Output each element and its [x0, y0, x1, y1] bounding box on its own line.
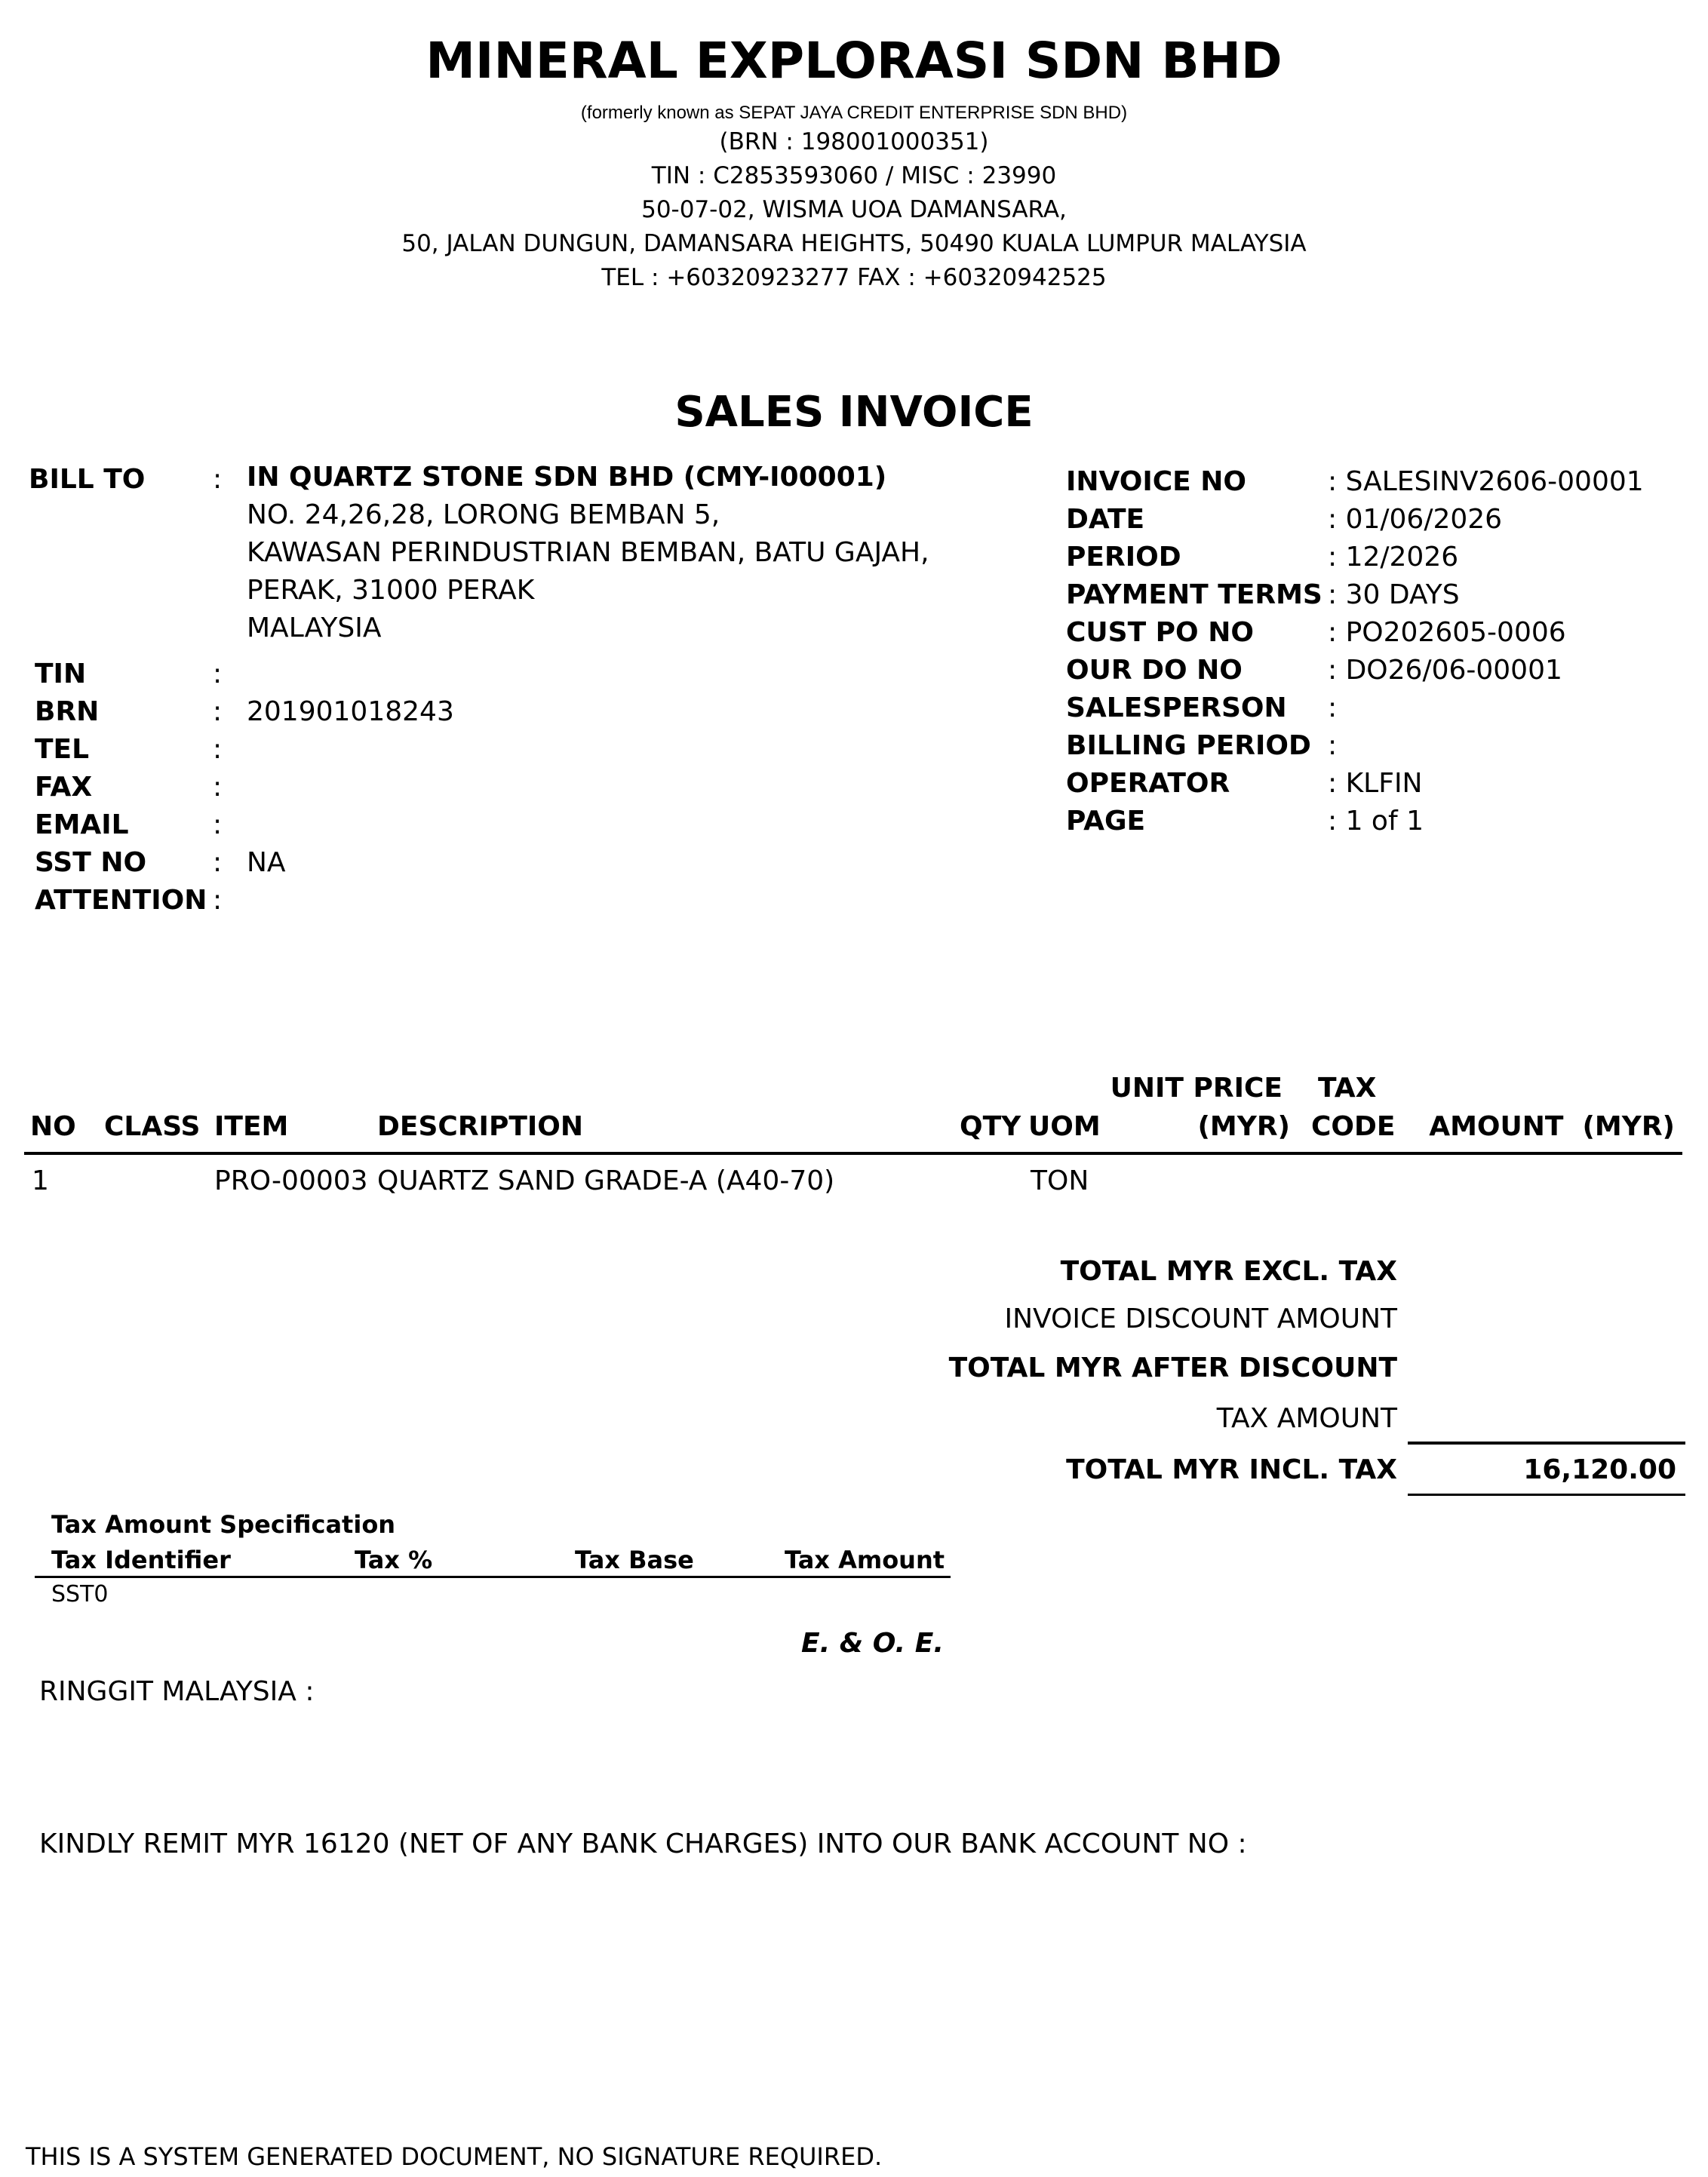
- company-address-line-1: 50-07-02, WISMA UOA DAMANSARA,: [641, 196, 1067, 223]
- fax-label: FAX: [35, 772, 93, 803]
- operator-label: OPERATOR: [1066, 768, 1230, 799]
- document-title: SALES INVOICE: [674, 388, 1034, 437]
- bill-to-label: BILL TO: [29, 464, 146, 495]
- sst-no-value: NA: [247, 847, 286, 878]
- row-uom: TON: [1031, 1165, 1089, 1196]
- field-colon: :: [213, 659, 223, 689]
- tax-spec-title: Tax Amount Specification: [51, 1510, 396, 1539]
- company-brn: (BRN : 198001000351): [719, 128, 989, 155]
- col-header-unit-price-currency: (MYR): [1197, 1111, 1290, 1142]
- billing-period-label: BILLING PERIOD: [1066, 730, 1311, 761]
- total-incl-tax-label: TOTAL MYR INCL. TAX: [1066, 1454, 1397, 1485]
- period-value: : 12/2026: [1328, 542, 1459, 573]
- field-colon: :: [213, 772, 223, 803]
- operator-value: : KLFIN: [1328, 768, 1423, 799]
- eoe-note: E. & O. E.: [801, 1628, 945, 1659]
- tax-spec-header-percent: Tax %: [355, 1546, 433, 1574]
- cust-po-no-value: : PO202605-0006: [1328, 617, 1566, 648]
- tax-spec-header-base: Tax Base: [575, 1546, 694, 1574]
- payment-terms-label: PAYMENT TERMS: [1066, 579, 1322, 610]
- page-value: : 1 of 1: [1328, 806, 1424, 837]
- field-colon: :: [213, 847, 223, 878]
- tax-spec-header-identifier: Tax Identifier: [51, 1546, 231, 1574]
- salesperson-label: SALESPERSON: [1066, 692, 1287, 723]
- tax-spec-rule: [35, 1576, 951, 1578]
- col-header-qty: QTY: [960, 1111, 1021, 1142]
- tax-spec-header-amount: Tax Amount: [785, 1546, 945, 1574]
- company-address-line-2: 50, JALAN DUNGUN, DAMANSARA HEIGHTS, 50490 KUALA LUMPUR MALAYSIA: [401, 230, 1307, 257]
- cust-po-no-label: CUST PO NO: [1066, 617, 1254, 648]
- brn-value: 201901018243: [247, 696, 454, 727]
- brn-label: BRN: [35, 696, 100, 727]
- col-header-item: ITEM: [214, 1111, 289, 1142]
- col-header-no: NO: [30, 1111, 76, 1142]
- date-label: DATE: [1066, 504, 1145, 535]
- bill-to-address-line: NO. 24,26,28, LORONG BEMBAN 5,: [247, 499, 720, 530]
- col-header-uom: UOM: [1028, 1111, 1101, 1142]
- col-header-amount: AMOUNT (MYR): [1429, 1111, 1675, 1142]
- col-header-tax-code: TAX: [1318, 1073, 1377, 1104]
- company-tel-fax: TEL : +60320923277 FAX : +60320942525: [601, 264, 1107, 291]
- salesperson-value: :: [1328, 692, 1338, 723]
- tax-amount-label: TAX AMOUNT: [1216, 1403, 1397, 1434]
- bill-to-address-line: PERAK, 31000 PERAK: [247, 575, 535, 606]
- field-colon: :: [213, 696, 223, 727]
- table-header-rule: [24, 1152, 1682, 1155]
- col-header-description: DESCRIPTION: [377, 1111, 584, 1142]
- total-after-discount-label: TOTAL MYR AFTER DISCOUNT: [948, 1353, 1397, 1383]
- invoice-no-value: : SALESINV2606-00001: [1328, 466, 1644, 497]
- bill-to-colon: :: [213, 464, 223, 495]
- col-header-class: CLASS: [104, 1111, 201, 1142]
- bill-to-address-line: MALAYSIA: [247, 613, 382, 643]
- invoice-discount-label: INVOICE DISCOUNT AMOUNT: [1004, 1303, 1397, 1334]
- sst-no-label: SST NO: [35, 847, 147, 878]
- bill-to-customer-name: IN QUARTZ STONE SDN BHD (CMY-I00001): [247, 462, 887, 493]
- page-label: PAGE: [1066, 806, 1146, 837]
- system-generated-note: THIS IS A SYSTEM GENERATED DOCUMENT, NO SIGNATURE REQUIRED.: [26, 2142, 883, 2171]
- company-name: MINERAL EXPLORASI SDN BHD: [425, 32, 1283, 90]
- tax-spec-identifier: SST0: [51, 1581, 109, 1607]
- tel-label: TEL: [35, 734, 90, 765]
- ringgit-malaysia-label: RINGGIT MALAYSIA :: [39, 1676, 315, 1707]
- totals-upper-rule: [1408, 1442, 1685, 1445]
- total-incl-tax-value: 16,120.00: [1523, 1454, 1676, 1485]
- totals-lower-rule: [1408, 1494, 1685, 1496]
- row-no: 1: [32, 1165, 49, 1196]
- field-colon: :: [213, 734, 223, 765]
- bill-to-address-line: KAWASAN PERINDUSTRIAN BEMBAN, BATU GAJAH,: [247, 537, 929, 568]
- field-colon: :: [213, 885, 223, 916]
- company-tin-misc: TIN : C2853593060 / MISC : 23990: [651, 162, 1057, 189]
- remit-instruction: KINDLY REMIT MYR 16120 (NET OF ANY BANK CHARGES) INTO OUR BANK ACCOUNT NO :: [39, 1828, 1247, 1859]
- col-header-unit-price: UNIT PRICE: [1110, 1073, 1283, 1104]
- our-do-no-label: OUR DO NO: [1066, 655, 1243, 686]
- total-excl-tax-label: TOTAL MYR EXCL. TAX: [1060, 1256, 1397, 1287]
- row-item: PRO-00003: [214, 1165, 368, 1196]
- date-value: : 01/06/2026: [1328, 504, 1503, 535]
- our-do-no-value: : DO26/06-00001: [1328, 655, 1562, 686]
- field-colon: :: [213, 809, 223, 840]
- col-header-tax-code-line-2: CODE: [1311, 1111, 1396, 1142]
- tin-label: TIN: [35, 659, 87, 689]
- period-label: PERIOD: [1066, 542, 1181, 573]
- attention-label: ATTENTION: [35, 885, 207, 916]
- invoice-no-label: INVOICE NO: [1066, 466, 1247, 497]
- row-description: QUARTZ SAND GRADE-A (A40-70): [377, 1165, 835, 1196]
- payment-terms-value: : 30 DAYS: [1328, 579, 1460, 610]
- company-former-name: (formerly known as SEPAT JAYA CREDIT ENTERPRISE SDN BHD): [580, 103, 1128, 123]
- email-label: EMAIL: [35, 809, 129, 840]
- billing-period-value: :: [1328, 730, 1338, 761]
